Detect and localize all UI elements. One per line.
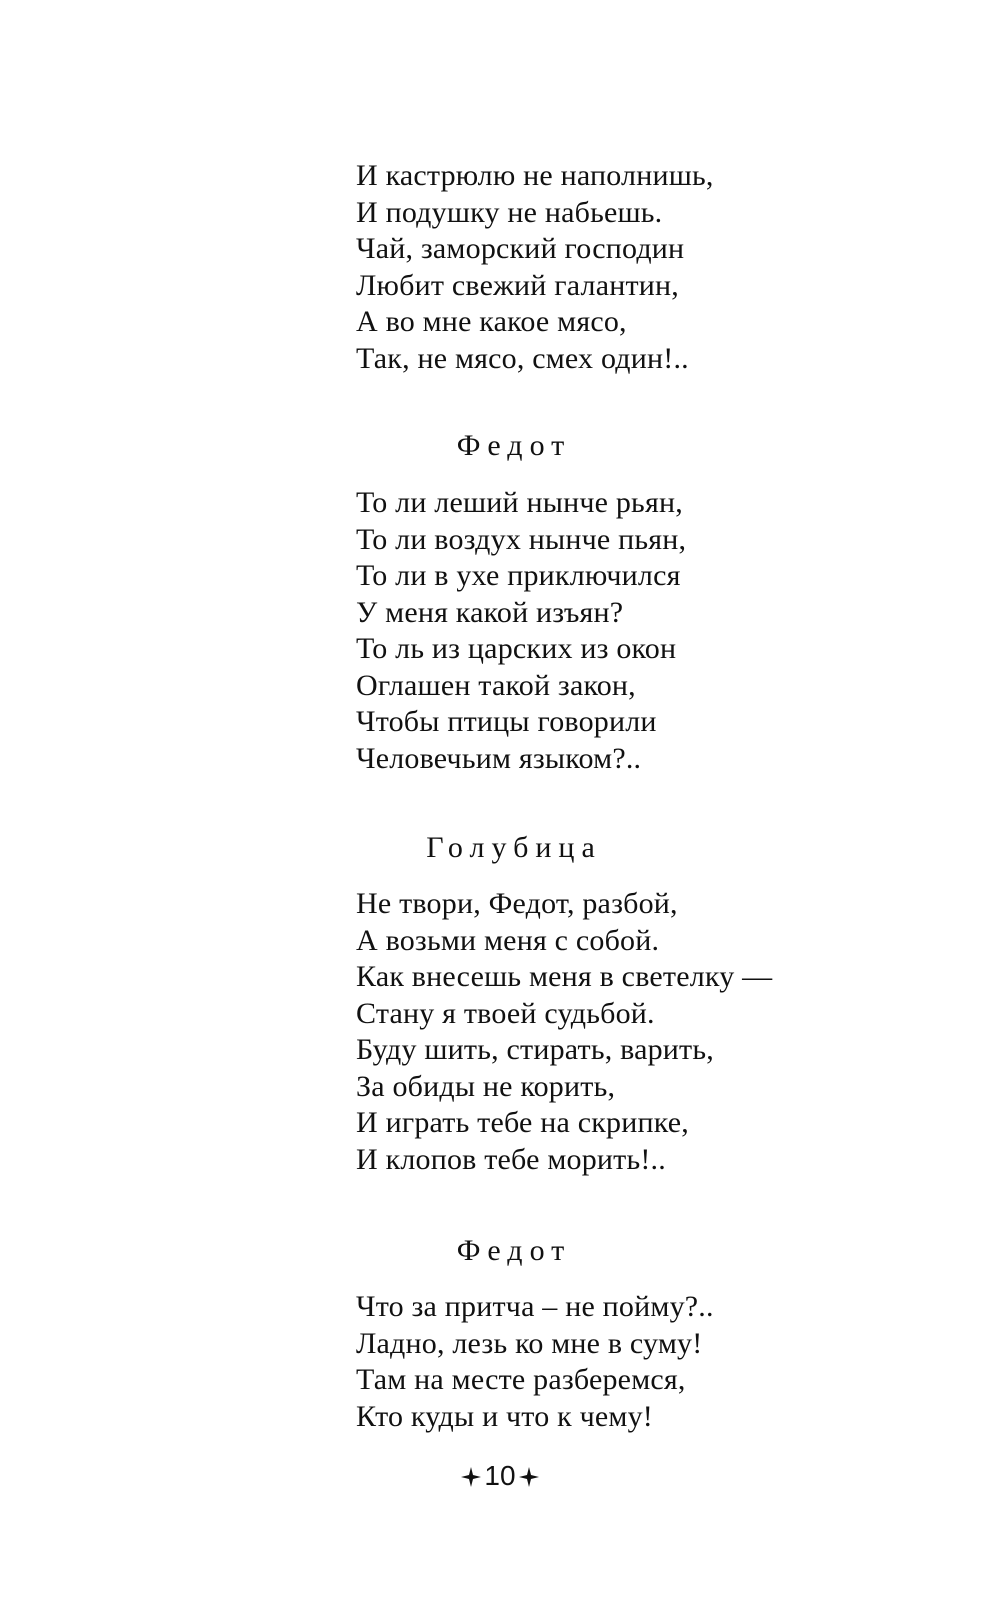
verse-line: И клопов тебе морить!.. bbox=[356, 1142, 666, 1176]
verse-line: Кто куды и что к чему! bbox=[356, 1399, 653, 1433]
verse-line: Любит свежий галантин, bbox=[356, 268, 679, 302]
speaker-name: Голубица bbox=[426, 831, 602, 864]
four-point-star-icon bbox=[460, 1466, 482, 1488]
speaker-name: Федот bbox=[456, 429, 572, 462]
verse-line: Ладно, лезь ко мне в суму! bbox=[356, 1326, 703, 1360]
verse-line: Чай, заморский господин bbox=[356, 232, 685, 265]
page-number bbox=[0, 1460, 1000, 1492]
verse-line: То ли леший нынче рьян, bbox=[356, 486, 683, 519]
verse-line: И подушку не набьешь. bbox=[356, 195, 663, 229]
verse-line: Так, не мясо, смех один!.. bbox=[356, 341, 689, 375]
verse-line: У меня какой изъян? bbox=[356, 595, 624, 629]
verse-line: А во мне какое мясо, bbox=[356, 305, 627, 338]
verse-line: То ль из царских из окон bbox=[356, 632, 677, 665]
four-point-star-icon bbox=[518, 1466, 540, 1488]
speaker-name: Федот bbox=[456, 1234, 572, 1267]
page-number-text: 10 bbox=[484, 1460, 516, 1491]
stanza-4 bbox=[356, 1289, 714, 1435]
verse-line: То ли воздух нынче пьян, bbox=[356, 522, 687, 556]
verse-line: Там на месте разберемся, bbox=[356, 1363, 686, 1396]
verse-line: Оглашен такой закон, bbox=[356, 668, 636, 702]
stanza-1 bbox=[356, 158, 714, 377]
verse-line: За обиды не корить, bbox=[356, 1069, 616, 1103]
verse-line: Не твори, Федот, разбой, bbox=[356, 887, 678, 920]
verse-line: Как внесешь меня в светелку — bbox=[356, 960, 773, 993]
verse-line: Чтобы птицы говорили bbox=[356, 705, 657, 738]
stanza-3 bbox=[356, 886, 772, 1178]
verse-line: То ли в ухе приключился bbox=[356, 559, 681, 592]
verse-line: Человечьим языком?.. bbox=[356, 741, 642, 775]
verse-line: Что за притча – не пойму?.. bbox=[356, 1290, 714, 1323]
stanza-2 bbox=[356, 485, 686, 777]
verse-line: Буду шить, стирать, варить, bbox=[356, 1033, 714, 1066]
verse-line: И играть тебе на скрипке, bbox=[356, 1106, 689, 1139]
verse-line: Стану я твоей судьбой. bbox=[356, 996, 655, 1030]
verse-line: А возьми меня с собой. bbox=[356, 923, 660, 957]
verse-line: И кастрюлю не наполнишь, bbox=[356, 159, 714, 192]
